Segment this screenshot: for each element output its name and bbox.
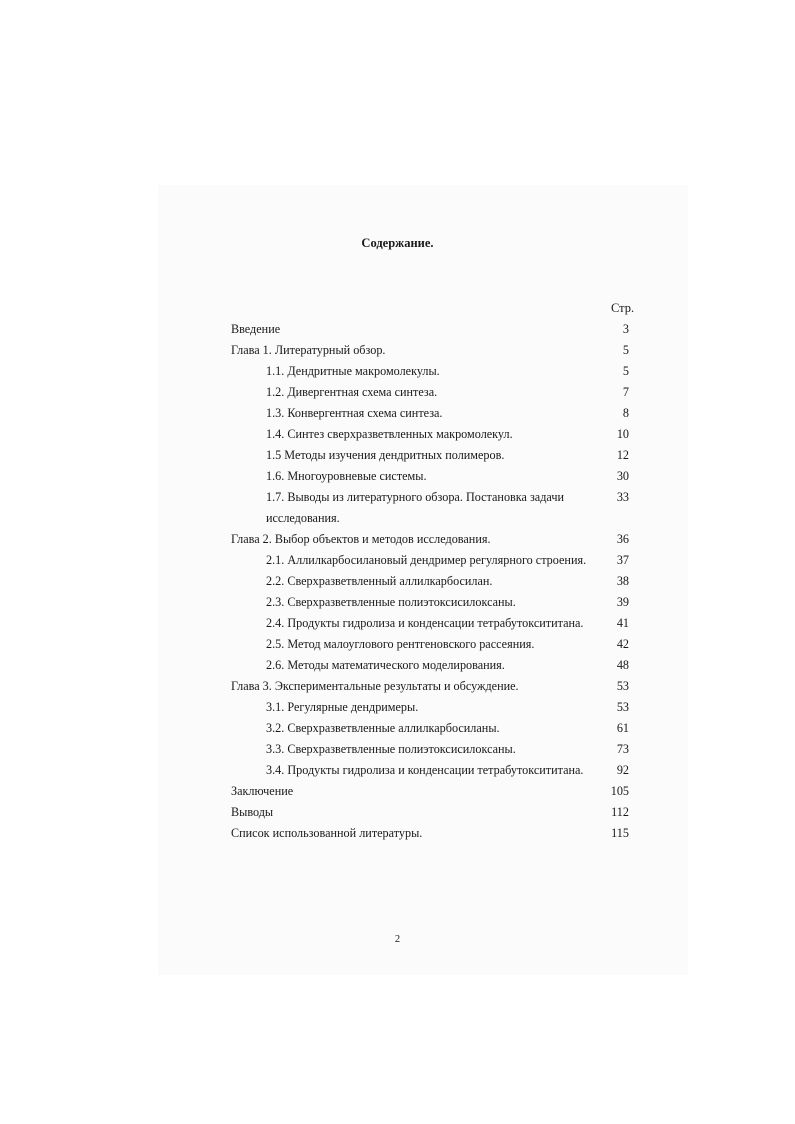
toc-entry-page: 53: [616, 700, 629, 714]
toc-entry: [0, 700, 795, 721]
toc-entry-label: 2.6. Методы математического моделирования.: [266, 658, 505, 672]
toc-entry-label: Выводы: [231, 805, 274, 819]
toc-entry-page: 61: [616, 721, 629, 735]
toc-entry: [0, 322, 795, 343]
toc-entry-label: 2.3. Сверхразветвленные полиэтоксисилоксаны.: [266, 595, 516, 609]
toc-entry-label: 3.2. Сверхразветвленные аллилкарбосиланы.: [266, 721, 500, 735]
toc-entry: [0, 532, 795, 553]
toc-entry-label: Глава 2. Выбор объектов и методов исследования.: [231, 532, 491, 546]
toc-entry-page: 41: [616, 616, 629, 630]
toc-entry-label: 1.5 Методы изучения дендритных полимеров.: [266, 448, 505, 462]
toc-entry-label: 2.1. Аллилкарбосилановый дендример регулярного строения.: [266, 553, 587, 567]
toc-entry: [0, 343, 795, 364]
toc-entry-page: 8: [622, 406, 629, 420]
toc-entry-page: 5: [622, 364, 629, 378]
toc-entry-label: 2.4. Продукты гидролиза и конденсации тетрабутоксититана.: [266, 616, 584, 630]
page-column-header: Стр.: [611, 301, 635, 315]
toc-entry-page: 48: [616, 658, 629, 672]
toc-entry: [0, 385, 795, 406]
toc-entry-label: Глава 3. Экспериментальные результаты и обсуждение.: [231, 679, 519, 693]
toc-entry-label: 2.2. Сверхразветвленный аллилкарбосилан.: [266, 574, 493, 588]
toc-entry-page: 3: [622, 322, 629, 336]
toc-entry: [0, 406, 795, 427]
toc-entry-label: 1.1. Дендритные макромолекулы.: [266, 364, 440, 378]
toc-entry-page: 37: [616, 553, 629, 567]
toc-entry-label: 1.6. Многоуровневые системы.: [266, 469, 427, 483]
toc-entry-label: 2.5. Метод малоуглового рентгеновского рассеяния.: [266, 637, 535, 651]
toc-entry: [0, 805, 795, 826]
toc-entry-page: 7: [622, 385, 629, 399]
toc-entry: [0, 826, 795, 847]
toc-entry: [0, 616, 795, 637]
toc-entry-page: 53: [616, 679, 629, 693]
toc-entry-page: 30: [616, 469, 629, 483]
toc-entry-page: 73: [616, 742, 629, 756]
toc-entry-page: 115: [611, 826, 629, 840]
toc-entry-page: 12: [616, 448, 629, 462]
toc-entry-page: 92: [616, 763, 629, 777]
toc-entry: [0, 364, 795, 385]
page-title: Содержание.: [361, 236, 434, 250]
toc-entry: [0, 574, 795, 595]
toc-entry-page: 39: [616, 595, 629, 609]
toc-entry: [0, 595, 795, 616]
toc-entry-label: 3.1. Регулярные дендримеры.: [266, 700, 419, 714]
toc-entry-page: 105: [610, 784, 629, 798]
toc-entry-page: 36: [616, 532, 629, 546]
table-of-contents: [0, 322, 795, 847]
toc-entry: [0, 742, 795, 763]
toc-entry-page: 42: [616, 637, 629, 651]
toc-entry: [0, 763, 795, 784]
toc-entry: [0, 637, 795, 658]
toc-entry-page: 33: [616, 490, 629, 504]
toc-entry: [0, 721, 795, 742]
toc-entry-label: Введение: [231, 322, 281, 336]
toc-entry-label: 1.4. Синтез сверхразветвленных макромолекул.: [266, 427, 513, 441]
toc-entry: [0, 427, 795, 448]
toc-entry-page: 10: [616, 427, 629, 441]
toc-entry-label: Глава 1. Литературный обзор.: [231, 343, 386, 357]
toc-entry-label: 3.4. Продукты гидролиза и конденсации тетрабутоксититана.: [266, 763, 584, 777]
toc-entry: [0, 658, 795, 679]
toc-entry-label: 1.3. Конвергентная схема синтеза.: [266, 406, 443, 420]
toc-entry-label: 3.3. Сверхразветвленные полиэтоксисилоксаны.: [266, 742, 516, 756]
toc-entry: [0, 553, 795, 574]
toc-entry: [0, 448, 795, 469]
toc-entry-label: Список использованной литературы.: [231, 826, 423, 840]
toc-entry: [0, 490, 795, 532]
toc-entry: [0, 679, 795, 700]
toc-entry-page: 112: [611, 805, 629, 819]
toc-entry-page: 38: [616, 574, 629, 588]
toc-entry-label: Заключение: [231, 784, 294, 798]
toc-entry-label: 1.7. Выводы из литературного обзора. Постановка задачи исследования.: [266, 489, 564, 525]
toc-entry: [0, 784, 795, 805]
page-number: 2: [394, 934, 401, 945]
toc-entry-label: 1.2. Дивергентная схема синтеза.: [266, 385, 438, 399]
toc-entry-page: 5: [622, 343, 629, 357]
